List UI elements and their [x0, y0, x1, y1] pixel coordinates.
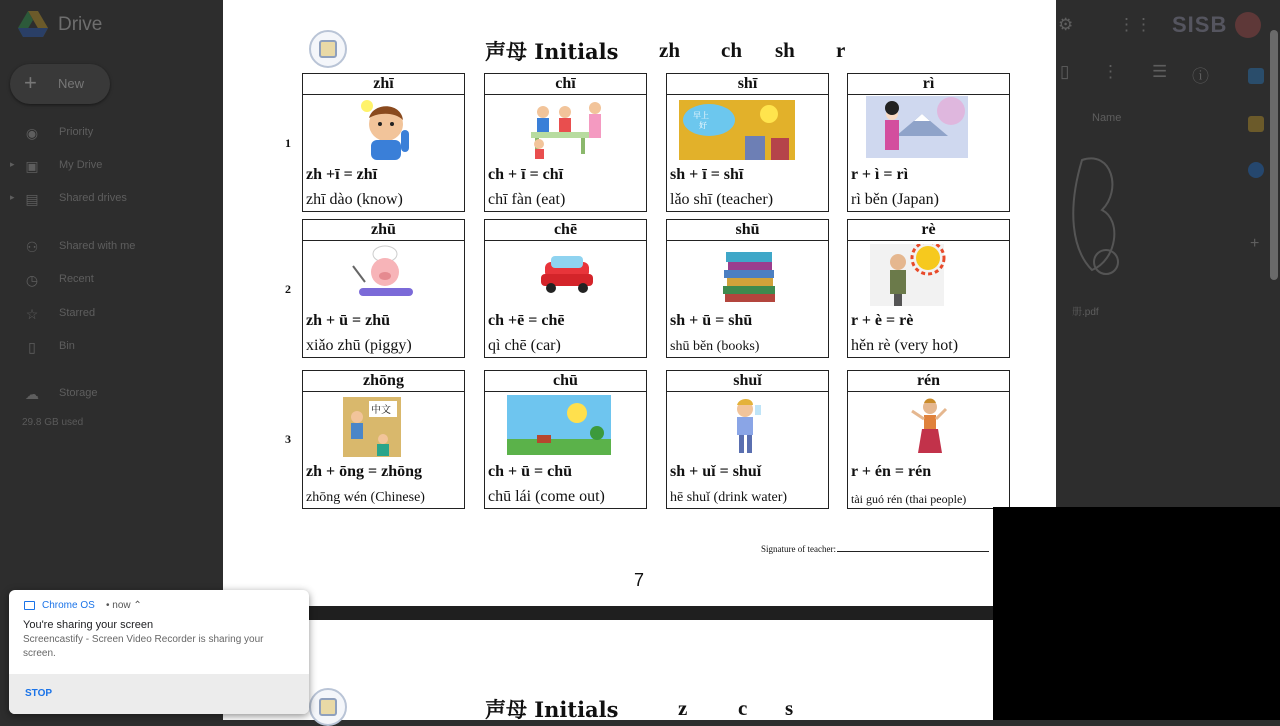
syllable-header: rì [847, 73, 1010, 95]
syllable-card [666, 73, 829, 213]
syllable-header: shī [666, 73, 829, 95]
row-number: 2 [285, 282, 291, 296]
nav-label: My Drive [59, 159, 103, 171]
formula: ch + ū = chū [488, 463, 573, 480]
initial-label: zh [659, 38, 680, 62]
tasks-icon[interactable] [1248, 162, 1264, 178]
meaning: xiǎo zhū (piggy) [306, 337, 412, 354]
file-name: 册.pdf [1072, 307, 1099, 318]
syllable-header: rè [847, 219, 1010, 241]
people-icon: ⚇ [25, 239, 39, 255]
meaning: qì chē (car) [488, 337, 561, 354]
drive-right-panel [1056, 0, 1280, 507]
syllable-header: rén [847, 370, 1010, 392]
stop-button[interactable]: STOP [25, 688, 53, 699]
nav-item-starred[interactable] [0, 303, 223, 327]
school-seal-icon [309, 30, 347, 68]
nav-item-priority[interactable] [0, 122, 223, 146]
formula: ch +ē = chē [488, 312, 565, 329]
initial-label: c [738, 696, 748, 720]
syllable-card [302, 219, 465, 359]
formula: sh + ī = shī [670, 166, 744, 183]
new-button-label: New [58, 76, 85, 91]
nav-label: Bin [59, 340, 75, 352]
caret-right-icon: ▸ [10, 159, 15, 169]
notification-source: Chrome OS [42, 600, 95, 611]
syllable-header: zhōng [302, 370, 465, 392]
meaning: zhī dào (know) [306, 191, 403, 208]
list-view-icon[interactable]: ☰ [1152, 62, 1168, 81]
syllable-header: shū [666, 219, 829, 241]
svg-text:中文: 中文 [371, 405, 391, 416]
formula: zh + ū = zhū [306, 312, 391, 329]
syllable-card [847, 73, 1010, 213]
formula: zh +ī = zhī [306, 166, 378, 183]
sun-coming-out-image [507, 395, 611, 455]
syllable-card [302, 370, 465, 510]
initial-label: r [836, 38, 846, 62]
plus-icon: + [24, 70, 37, 95]
notification-actions [9, 674, 309, 714]
notification-message: Screencastify - Screen Video Recorder is sharing your screen. [23, 634, 264, 659]
nav-item-storage[interactable] [0, 383, 223, 407]
page-title: 声母 Initials [485, 39, 619, 64]
nav-label: Storage [59, 387, 98, 399]
page-divider [223, 606, 1056, 620]
pdf-page [223, 0, 1056, 606]
video-overlay-area [993, 507, 1280, 720]
row-number: 1 [285, 136, 291, 150]
book-stack-image [707, 244, 791, 306]
nav-label: Shared with me [59, 240, 136, 252]
hot-sun-man-image [870, 244, 954, 306]
cloud-icon: ☁ [25, 386, 39, 402]
nav-label: Recent [59, 273, 94, 285]
nav-item-my-drive[interactable] [0, 155, 223, 179]
nav-item-recent[interactable] [0, 269, 223, 293]
clock-icon: ◷ [25, 272, 39, 288]
teacher-greeting-image [679, 100, 795, 160]
formula: sh + ū = shū [670, 312, 753, 329]
syllable-card [847, 370, 1010, 510]
teacher-signature-line [761, 544, 989, 554]
meaning: hěn rè (very hot) [851, 337, 959, 354]
calendar-icon[interactable] [1248, 68, 1264, 84]
japan-geisha-image [866, 96, 968, 158]
family-eating-image [525, 98, 609, 160]
avatar[interactable] [1235, 12, 1261, 38]
syllable-header: chī [484, 73, 647, 95]
star-icon: ☆ [25, 306, 39, 322]
keep-icon[interactable] [1248, 116, 1264, 132]
svg-text:早上: 早上 [693, 111, 709, 120]
thinking-boy-image [343, 98, 427, 160]
nav-label: Priority [59, 126, 94, 138]
nav-label: Shared drives [59, 192, 127, 204]
gear-icon[interactable]: ⚙ [1058, 15, 1074, 34]
meaning: zhōng wén (Chinese) [306, 490, 425, 505]
syllable-card [666, 370, 829, 510]
formula: r + én = rén [851, 463, 932, 480]
initial-label: sh [775, 38, 795, 62]
page-number: 7 [634, 570, 645, 590]
syllable-card [847, 219, 1010, 359]
syllable-header: shuǐ [666, 370, 829, 392]
pdf-page-next [223, 620, 1056, 720]
syllable-card [484, 370, 647, 510]
drive-app-name: Drive [58, 14, 103, 35]
meaning: lǎo shī (teacher) [670, 191, 774, 208]
formula: sh + uǐ = shuǐ [670, 463, 762, 480]
name-column-header[interactable]: Name [1092, 112, 1122, 124]
chinese-class-image [343, 395, 427, 457]
school-seal-icon [309, 688, 347, 726]
info-icon[interactable]: ⓘ [1192, 67, 1209, 86]
formula: ch + ī = chī [488, 166, 564, 183]
meaning: hē shuǐ (drink water) [670, 490, 788, 505]
syllable-card [484, 73, 647, 213]
caret-right-icon: ▸ [10, 192, 15, 202]
nav-item-bin[interactable] [0, 336, 223, 360]
file-thumbnail[interactable] [1062, 150, 1132, 290]
notification-title: You're sharing your screen [23, 619, 154, 631]
drive-folder-icon: ▣ [25, 158, 39, 174]
new-button[interactable] [10, 64, 110, 104]
formula: r + è = rè [851, 312, 914, 329]
meaning: shū běn (books) [670, 339, 760, 354]
signature-label: Signature of teacher: [761, 544, 836, 554]
syllable-card [302, 73, 465, 213]
apps-grid-icon[interactable]: ⋮⋮ [1118, 15, 1152, 34]
syllable-header: chē [484, 219, 647, 241]
boy-drinking-image [707, 395, 791, 457]
formula: r + ì = rì [851, 166, 909, 183]
trash-icon[interactable]: ▯ [1060, 62, 1070, 81]
meaning: chū lái (come out) [488, 488, 605, 505]
formula: zh + ōng = zhōng [306, 463, 423, 480]
storage-used-text: 29.8 GB used [22, 417, 84, 428]
syllable-header: zhū [302, 219, 465, 241]
initial-label: z [678, 696, 688, 720]
syllable-header: chū [484, 370, 647, 392]
screen-share-notification [9, 590, 309, 714]
piggy-chef-image [343, 244, 427, 306]
check-circle-icon: ◉ [25, 125, 39, 141]
nav-item-shared-with-me[interactable] [0, 236, 223, 260]
meaning: tài guó rén (thai people) [851, 492, 967, 506]
initial-label: s [785, 696, 794, 720]
scrollbar[interactable] [1270, 30, 1278, 280]
syllable-card [666, 219, 829, 359]
side-panel-rail [1242, 50, 1270, 510]
row-number: 3 [285, 432, 291, 446]
initial-label: ch [721, 38, 742, 62]
screen-cast-icon [24, 601, 35, 610]
page-title: 声母 Initials [485, 697, 619, 722]
add-addon-icon[interactable]: + [1250, 235, 1260, 252]
shared-drive-icon: ▤ [25, 191, 39, 207]
meaning: rì běn (Japan) [851, 191, 939, 208]
meaning: chī fàn (eat) [488, 191, 566, 208]
brand-logo: SISB [1172, 12, 1228, 37]
syllable-header: zhī [302, 73, 465, 95]
thai-dancer-image [888, 395, 972, 457]
nav-label: Starred [59, 307, 96, 319]
red-car-image [525, 244, 609, 306]
drive-logo-icon [18, 10, 48, 38]
svg-text:好: 好 [699, 121, 707, 130]
trash-icon: ▯ [28, 339, 36, 355]
notification-time[interactable]: • now ⌃ [106, 600, 142, 611]
syllable-card [484, 219, 647, 359]
nav-item-shared-drives[interactable] [0, 188, 223, 212]
more-vert-icon[interactable]: ⋮ [1102, 62, 1119, 81]
